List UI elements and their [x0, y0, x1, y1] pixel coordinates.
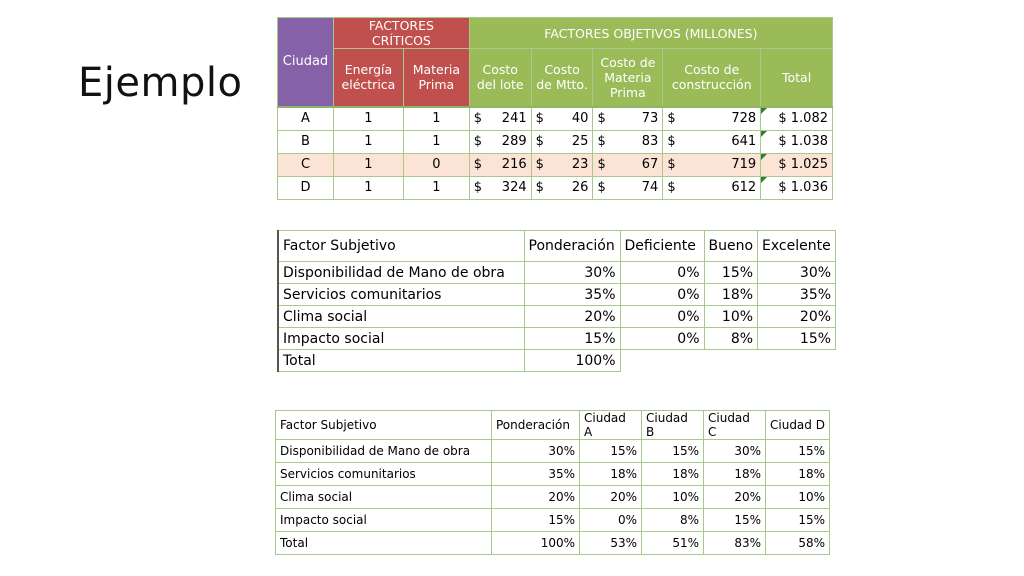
cell-ciudad-a: 53%: [580, 532, 642, 555]
table-row: [276, 440, 830, 463]
cell-total-label: Total: [278, 350, 524, 372]
cell-ciudad-c: 20%: [704, 486, 766, 509]
table-row: [278, 306, 836, 328]
cell-materia: 1: [403, 130, 469, 153]
cell-total: $ 1.082: [761, 107, 833, 131]
cell-total: $ 1.036: [761, 176, 833, 199]
cell-deficiente: 0%: [620, 306, 704, 328]
header-bueno: Bueno: [704, 231, 758, 262]
cell-ponderacion: 20%: [524, 306, 620, 328]
cell-ciudad-c: 15%: [704, 509, 766, 532]
cell-ciudad-a: 20%: [580, 486, 642, 509]
header-energia: Energía eléctrica: [333, 49, 403, 107]
cell-excelente: 15%: [758, 328, 836, 350]
cell-excelente: 20%: [758, 306, 836, 328]
cell-total: $ 1.038: [761, 130, 833, 153]
cell-ponderacion: 35%: [524, 284, 620, 306]
factores-subjetivos-escala-table: [277, 230, 836, 372]
cell-ciudad-d: 15%: [766, 440, 830, 463]
header-ciudad-d: Ciudad D: [766, 411, 830, 440]
table-row: [278, 176, 833, 199]
table-row: [276, 486, 830, 509]
header-costo-lote: Costo del lote: [469, 49, 531, 107]
table-total-row: [276, 532, 830, 555]
header-ciudad: Ciudad: [278, 18, 334, 107]
cell-ciudad: A: [278, 107, 334, 131]
cell-mtto: $ 40: [531, 107, 593, 131]
cell-factor: Servicios comunitarios: [278, 284, 524, 306]
table-row: [276, 509, 830, 532]
cell-ciudad-a: 15%: [580, 440, 642, 463]
cell-energia: 1: [333, 176, 403, 199]
cell-ciudad-b: 18%: [642, 463, 704, 486]
cell-ponderacion: 35%: [492, 463, 580, 486]
table-row: [276, 463, 830, 486]
cell-ponderacion: 30%: [524, 262, 620, 284]
cell-factor: Clima social: [278, 306, 524, 328]
cell-construccion: $ 641: [663, 130, 761, 153]
cell-materia: 1: [403, 107, 469, 131]
header-costo-materia-prima: Costo de Materia Prima: [593, 49, 663, 107]
cell-mtto: $ 26: [531, 176, 593, 199]
header-ciudad-c: Ciudad C: [704, 411, 766, 440]
cell-factor: Impacto social: [276, 509, 492, 532]
header-ciudad-b: Ciudad B: [642, 411, 704, 440]
table-row: [278, 262, 836, 284]
table-total-row: [278, 350, 836, 372]
cell-ciudad-d: 15%: [766, 509, 830, 532]
slide-title: Ejemplo: [78, 60, 243, 106]
cell-energia: 1: [333, 130, 403, 153]
table-header-row: [278, 231, 836, 262]
cell-energia: 1: [333, 153, 403, 176]
table-header-row: [276, 411, 830, 440]
cell-ciudad-c: 18%: [704, 463, 766, 486]
cell-ciudad-b: 8%: [642, 509, 704, 532]
header-factores-objetivos: FACTORES OBJETIVOS (MILLONES): [469, 18, 832, 49]
header-total: Total: [761, 49, 833, 107]
header-deficiente: Deficiente: [620, 231, 704, 262]
cell-factor: Disponibilidad de Mano de obra: [276, 440, 492, 463]
cell-deficiente: 0%: [620, 262, 704, 284]
cell-mp: $ 67: [593, 153, 663, 176]
factores-subjetivos-ciudades-table: [275, 410, 830, 555]
cell-mtto: $ 23: [531, 153, 593, 176]
cell-construccion: $ 728: [663, 107, 761, 131]
cell-total: $ 1.025: [761, 153, 833, 176]
cell-excelente: 30%: [758, 262, 836, 284]
cell-factor: Impacto social: [278, 328, 524, 350]
cell-mp: $ 83: [593, 130, 663, 153]
header-materia-prima: Materia Prima: [403, 49, 469, 107]
cell-ponderacion: 30%: [492, 440, 580, 463]
cell-bueno: 15%: [704, 262, 758, 284]
cell-materia: 0: [403, 153, 469, 176]
cell-ponderacion: 100%: [492, 532, 580, 555]
cell-ciudad-d: 10%: [766, 486, 830, 509]
cell-mp: $ 73: [593, 107, 663, 131]
cell-ciudad-a: 0%: [580, 509, 642, 532]
cell-bueno: 10%: [704, 306, 758, 328]
cell-ciudad-b: 10%: [642, 486, 704, 509]
header-excelente: Excelente: [758, 231, 836, 262]
cell-factor: Servicios comunitarios: [276, 463, 492, 486]
cell-factor: Disponibilidad de Mano de obra: [278, 262, 524, 284]
cell-ciudad-c: 83%: [704, 532, 766, 555]
cell-deficiente: 0%: [620, 328, 704, 350]
cell-construccion: $ 719: [663, 153, 761, 176]
cell-mtto: $ 25: [531, 130, 593, 153]
cell-total-value: 100%: [524, 350, 620, 372]
cell-bueno: 18%: [704, 284, 758, 306]
cell-deficiente: 0%: [620, 284, 704, 306]
cell-bueno: 8%: [704, 328, 758, 350]
cell-ponderacion: 20%: [492, 486, 580, 509]
cell-ciudad-b: 51%: [642, 532, 704, 555]
cell-materia: 1: [403, 176, 469, 199]
cell-ciudad-d: 18%: [766, 463, 830, 486]
table-row-highlighted: [278, 153, 833, 176]
header-factor-subjetivo: Factor Subjetivo: [276, 411, 492, 440]
table-row: [278, 328, 836, 350]
cell-ciudad: C: [278, 153, 334, 176]
header-ponderacion: Ponderación: [524, 231, 620, 262]
cell-ponderacion: 15%: [492, 509, 580, 532]
cell-energia: 1: [333, 107, 403, 131]
header-factor-subjetivo: Factor Subjetivo: [278, 231, 524, 262]
cell-ciudad-c: 30%: [704, 440, 766, 463]
cell-ciudad: B: [278, 130, 334, 153]
cell-ciudad: D: [278, 176, 334, 199]
cell-factor: Clima social: [276, 486, 492, 509]
header-costo-construccion: Costo de construcción: [663, 49, 761, 107]
cell-lote: $ 216: [469, 153, 531, 176]
cell-ciudad-b: 15%: [642, 440, 704, 463]
cell-lote: $ 289: [469, 130, 531, 153]
cell-ponderacion: 15%: [524, 328, 620, 350]
table-row: [278, 107, 833, 131]
header-ponderacion: Ponderación: [492, 411, 580, 440]
cell-ciudad-a: 18%: [580, 463, 642, 486]
header-factores-criticos: FACTORES CRÍTICOS: [333, 18, 469, 49]
cell-construccion: $ 612: [663, 176, 761, 199]
header-costo-mtto: Costo de Mtto.: [531, 49, 593, 107]
table-row: [278, 130, 833, 153]
cell-ciudad-d: 58%: [766, 532, 830, 555]
table-row: [278, 284, 836, 306]
factores-objetivos-table: [277, 17, 833, 200]
header-ciudad-a: Ciudad A: [580, 411, 642, 440]
cell-total-label: Total: [276, 532, 492, 555]
cell-lote: $ 241: [469, 107, 531, 131]
cell-mp: $ 74: [593, 176, 663, 199]
cell-excelente: 35%: [758, 284, 836, 306]
cell-lote: $ 324: [469, 176, 531, 199]
